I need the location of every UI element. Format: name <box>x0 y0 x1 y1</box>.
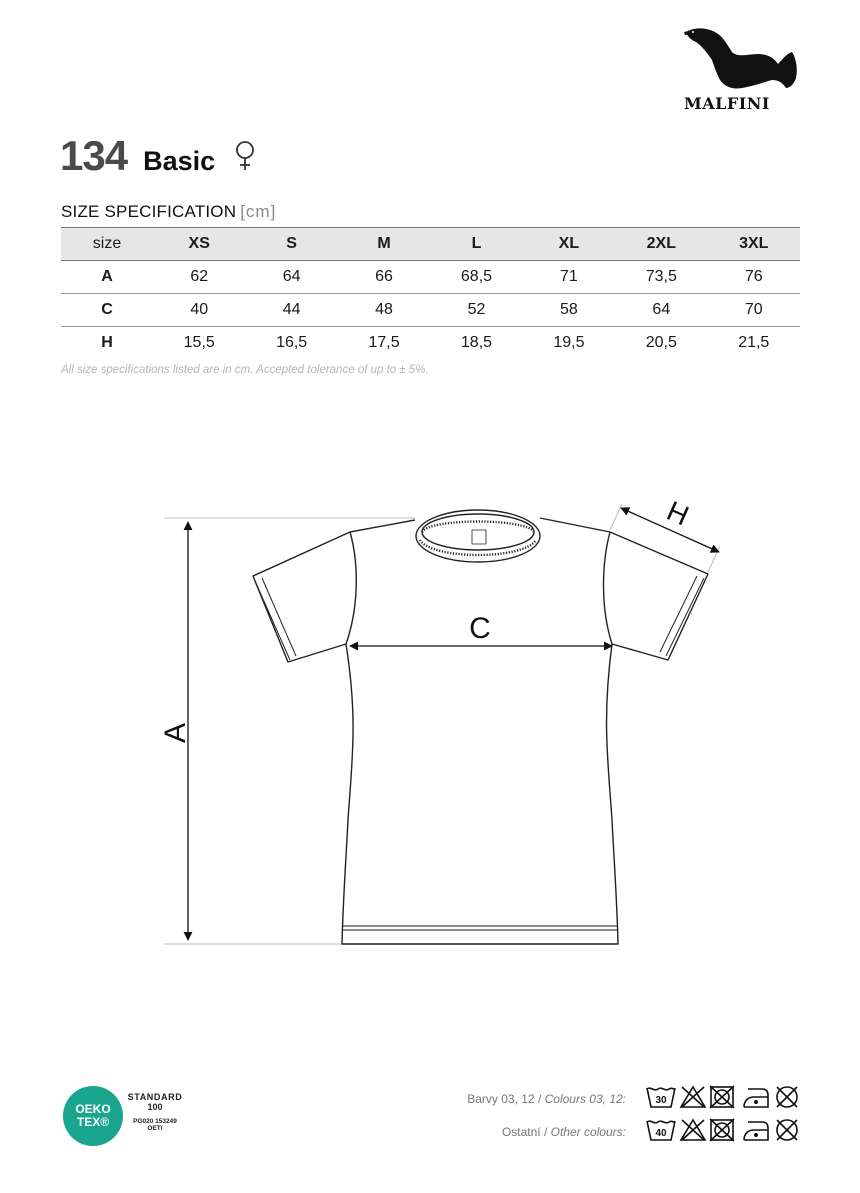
table-cell: 68,5 <box>460 268 493 285</box>
measure-label-c: C <box>469 612 491 645</box>
header-cell: XS <box>188 235 210 252</box>
table-cell: 52 <box>467 301 486 318</box>
model-number: 134 <box>60 132 128 179</box>
header-cell: size <box>92 235 122 252</box>
product-title <box>60 132 215 182</box>
size-spec-title: SIZE SPECIFICATION <box>61 202 237 221</box>
table-row <box>61 261 800 294</box>
wash-temp-40: 40 <box>655 1128 667 1139</box>
size-table <box>61 227 800 360</box>
no-dry-clean-icon <box>777 1120 797 1140</box>
no-dry-clean-icon <box>777 1087 797 1107</box>
table-cell: 40 <box>190 301 209 318</box>
brand-name: MALFINI <box>684 94 770 113</box>
standard-label: STANDARD <box>127 1092 183 1102</box>
colours-row-1-cz: Barvy 03, 12 / <box>467 1092 545 1106</box>
table-cell: 64 <box>652 301 671 318</box>
size-spec-unit: [cm] <box>240 202 277 221</box>
table-cell: 70 <box>744 301 763 318</box>
table-cell: 73,5 <box>645 268 677 285</box>
colours-row-2-cz: Ostatní / <box>501 1125 551 1139</box>
certificate-institute: OETI <box>147 1125 163 1132</box>
table-cell: 16,5 <box>276 334 308 352</box>
table-cell: 19,5 <box>553 334 585 352</box>
table-row <box>61 294 800 327</box>
row-label: A <box>101 268 113 285</box>
oeko-logo-line2: TEX® <box>76 1115 110 1129</box>
tshirt-measurement-diagram <box>0 480 860 980</box>
no-bleach-icon <box>681 1087 705 1107</box>
wash-temp-30: 30 <box>655 1095 667 1106</box>
table-cell: 64 <box>282 268 301 285</box>
size-spec-heading <box>61 202 276 222</box>
table-row <box>61 327 800 360</box>
table-cell: 20,5 <box>645 334 677 352</box>
table-cell: 66 <box>375 268 393 285</box>
wash-40-icon <box>647 1121 675 1140</box>
no-tumble-dry-icon <box>710 1086 734 1108</box>
table-cell: 17,5 <box>368 334 400 352</box>
table-cell: 15,5 <box>183 334 215 352</box>
no-tumble-dry-icon <box>710 1119 734 1141</box>
model-name: Basic <box>143 146 216 176</box>
brand-logo <box>676 24 806 116</box>
table-cell: 71 <box>560 268 578 285</box>
iron-low-icon <box>744 1122 768 1140</box>
header-cell: XL <box>558 235 580 252</box>
no-bleach-icon <box>681 1120 705 1140</box>
oeko-tex-logo <box>63 1086 123 1146</box>
female-symbol-icon <box>234 140 256 172</box>
table-cell: 76 <box>744 268 763 285</box>
table-cell: 44 <box>282 301 301 318</box>
table-cell: 18,5 <box>460 334 493 352</box>
table-cell: 48 <box>375 301 393 318</box>
row-label: C <box>101 301 113 318</box>
size-table-header <box>61 228 800 261</box>
table-cell: 58 <box>560 301 578 318</box>
standard-number: 100 <box>147 1102 163 1112</box>
tshirt-outline <box>253 510 708 944</box>
colours-row-2-en: Other colours: <box>550 1125 626 1139</box>
header-cell: S <box>286 235 297 252</box>
table-cell: 62 <box>190 268 209 285</box>
care-symbols-row-2 <box>646 1118 802 1142</box>
care-symbols-row-1 <box>646 1085 802 1109</box>
colours-row-1 <box>467 1092 626 1106</box>
iron-low-icon <box>744 1089 768 1107</box>
header-cell: 3XL <box>739 235 769 252</box>
wash-30-icon <box>647 1088 675 1107</box>
header-cell: M <box>377 235 391 252</box>
measure-label-h: H <box>662 495 694 532</box>
oeko-tex-standard <box>118 1092 192 1132</box>
colours-row-2 <box>502 1125 626 1139</box>
row-label: H <box>101 334 113 352</box>
eagle-icon <box>682 24 800 90</box>
header-cell: 2XL <box>646 235 676 252</box>
certificate-number: PG020 153249 <box>133 1118 177 1125</box>
tolerance-note: All size specifications listed are in cm. Accepted tolerance of up to ± 5%. <box>61 364 429 376</box>
table-cell: 21,5 <box>738 334 770 352</box>
colours-row-1-en: Colours 03, 12: <box>544 1092 626 1106</box>
header-cell: L <box>471 235 482 252</box>
oeko-logo-line1: OEKO <box>75 1102 111 1116</box>
measure-label-a: A <box>159 722 192 744</box>
